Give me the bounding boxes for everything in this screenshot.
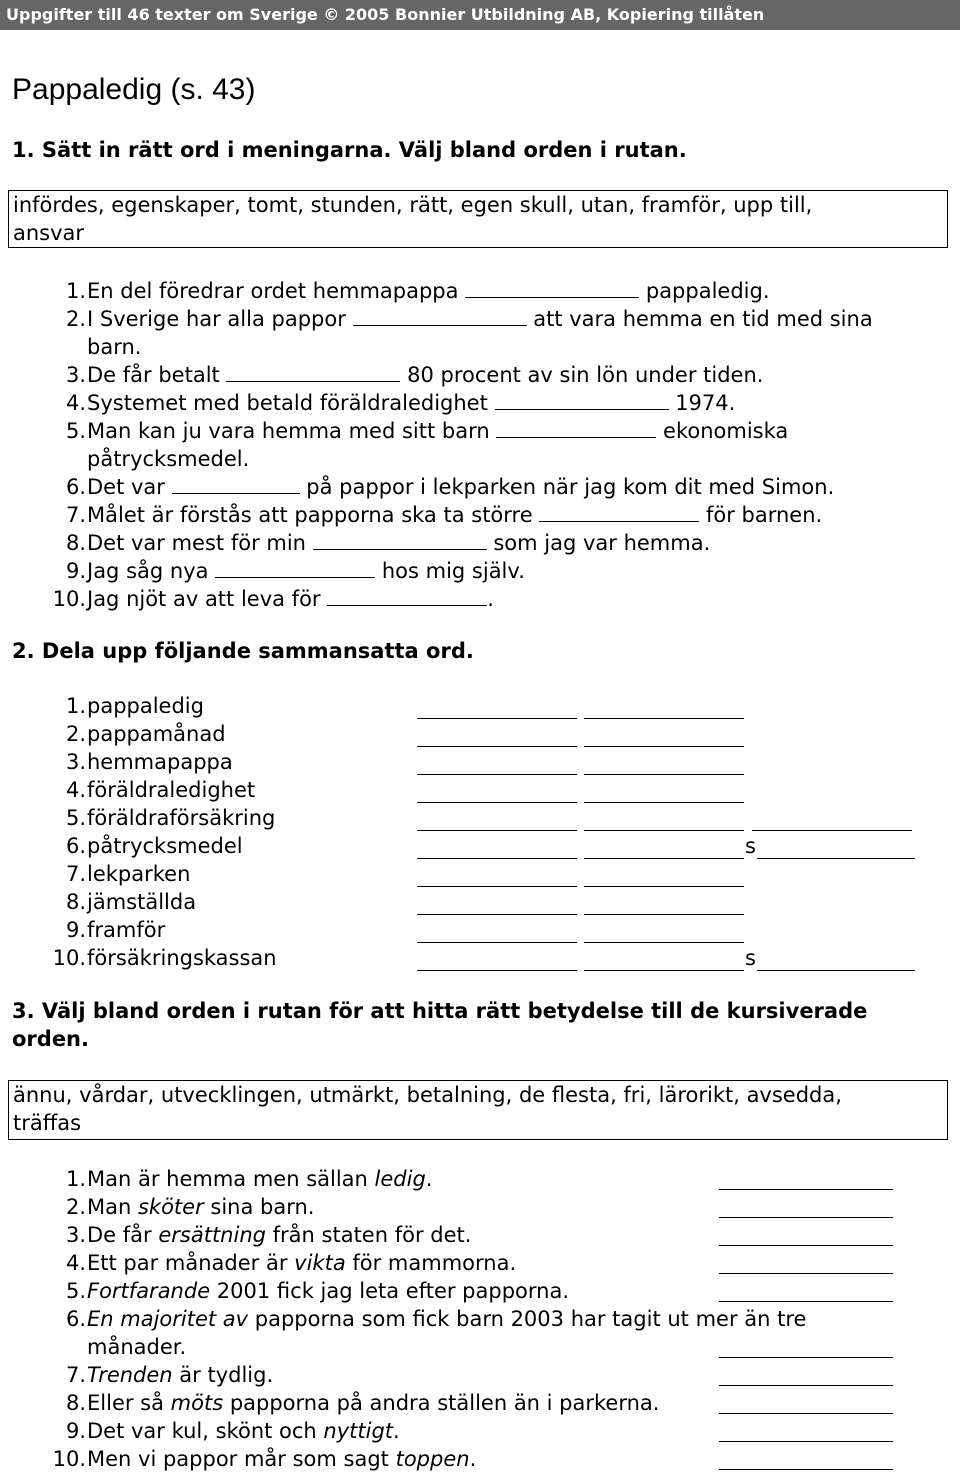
compound-word: lekparken (87, 862, 191, 886)
list-item (12, 277, 952, 305)
item-number: 2. (65, 722, 86, 746)
answer-blank[interactable] (417, 950, 577, 971)
exercise-1-list (12, 277, 952, 613)
item-number: 7. (65, 862, 86, 886)
answer-blank[interactable] (584, 810, 744, 831)
exercise-3-list (12, 1165, 952, 1473)
heading-line: orden. (12, 1027, 89, 1051)
sentence-text: papporna som fick barn 2003 har tagit ut mer än tre (248, 1307, 807, 1331)
list-item (12, 916, 952, 944)
item-number: 4. (65, 391, 86, 415)
list-item (12, 361, 952, 389)
italic-word: ersättning (158, 1223, 266, 1247)
sentence-text: De får (87, 1223, 159, 1247)
sentence-text: är tydlig. (172, 1363, 274, 1387)
item-number: 1. (65, 694, 86, 718)
sentence-text: Man (87, 1195, 138, 1219)
sentence-text: Ett par månader är (87, 1251, 295, 1275)
list-item (12, 1193, 952, 1221)
answer-blank[interactable] (584, 754, 744, 775)
compound-word: pappamånad (87, 722, 226, 746)
compound-word: jämställda (87, 890, 197, 914)
sentence-text: hos mig själv. (375, 559, 525, 583)
list-item (12, 832, 952, 860)
answer-blank[interactable] (496, 417, 656, 438)
answer-blank[interactable] (719, 1421, 893, 1442)
item-number: 10. (52, 587, 86, 611)
answer-blank[interactable] (719, 1169, 893, 1190)
item-number: 8. (65, 890, 86, 914)
list-item (12, 748, 952, 776)
sentence-text: De får betalt (87, 363, 227, 387)
linking-letter: s (745, 946, 756, 970)
answer-blank[interactable] (719, 1253, 893, 1274)
list-item (12, 417, 952, 445)
list-item (12, 888, 952, 916)
answer-blank[interactable] (719, 1393, 893, 1414)
compound-word: föräldraledighet (87, 778, 256, 802)
list-item (12, 804, 952, 832)
list-item (12, 1389, 952, 1417)
item-number: 8. (65, 531, 86, 555)
answer-blank[interactable] (719, 1337, 893, 1358)
list-item (12, 1445, 952, 1473)
item-number: 2. (65, 1195, 86, 1219)
compound-word: påtrycksmedel (87, 834, 243, 858)
list-item (12, 1165, 952, 1193)
answer-blank[interactable] (353, 305, 527, 326)
sentence-text: för barnen. (699, 503, 823, 527)
answer-blank[interactable] (465, 277, 639, 298)
answer-blank[interactable] (226, 361, 400, 382)
compound-word: pappaledig (87, 694, 204, 718)
compound-word: framför (87, 918, 166, 942)
sentence-text: Eller så (87, 1391, 171, 1415)
answer-blank[interactable] (417, 838, 577, 859)
item-number: 8. (65, 1391, 86, 1415)
exercise-3-word-box (8, 1080, 948, 1140)
answer-blank[interactable] (584, 698, 744, 719)
answer-blank[interactable] (719, 1281, 893, 1302)
sentence-text: Men vi pappor mår som sagt (87, 1447, 396, 1471)
sentence-text: . (469, 1447, 477, 1471)
item-number: 10. (52, 1447, 86, 1471)
list-item (12, 1221, 952, 1249)
sentence-text: på pappor i lekparken när jag kom dit med Simon. (299, 475, 835, 499)
answer-blank[interactable] (584, 866, 744, 887)
italic-word: sköter (137, 1195, 204, 1219)
answer-blank[interactable] (417, 866, 577, 887)
sentence-text: En del föredrar ordet hemmapappa (87, 279, 466, 303)
sentence-text: sina barn. (203, 1195, 315, 1219)
italic-word: Fortfarande (87, 1279, 211, 1303)
sentence-text: från staten för det. (265, 1223, 472, 1247)
item-number: 6. (65, 834, 86, 858)
italic-word: ledig (374, 1167, 426, 1191)
word-box-line: ansvar (13, 221, 85, 245)
sentence-text: pappaledig. (639, 279, 770, 303)
list-item-continuation (12, 445, 952, 473)
answer-blank[interactable] (752, 810, 912, 831)
answer-blank[interactable] (719, 1365, 893, 1386)
exercise-1-heading: 1. Sätt in rätt ord i meningarna. Välj bland orden i rutan. (12, 138, 687, 162)
item-number: 9. (65, 559, 86, 583)
answer-blank[interactable] (584, 782, 744, 803)
answer-blank[interactable] (757, 950, 915, 971)
list-item (12, 473, 952, 501)
sentence-text: . (425, 1167, 433, 1191)
item-number: 5. (65, 419, 86, 443)
list-item (12, 305, 952, 333)
sentence-text: Man kan ju vara hemma med sitt barn (87, 419, 497, 443)
sentence-text: 1974. (668, 391, 736, 415)
answer-blank[interactable] (215, 557, 375, 578)
answer-blank[interactable] (417, 782, 577, 803)
italic-word: möts (170, 1391, 224, 1415)
answer-blank[interactable] (417, 810, 577, 831)
sentence-text: Det var kul, skönt och (87, 1419, 324, 1443)
list-item-continuation (12, 333, 952, 361)
list-item (12, 501, 952, 529)
sentence-text: Målet är förstås att papporna ska ta större (87, 503, 540, 527)
list-item (12, 944, 952, 972)
answer-blank[interactable] (417, 894, 577, 915)
list-item (12, 1305, 952, 1333)
sentence-text: månader. (87, 1335, 187, 1359)
answer-blank[interactable] (584, 922, 744, 943)
item-number: 6. (65, 1307, 86, 1331)
answer-blank[interactable] (417, 726, 577, 747)
item-number: 1. (65, 1167, 86, 1191)
answer-blank[interactable] (495, 389, 669, 410)
sentence-text: I Sverige har alla pappor (87, 307, 353, 331)
list-item (12, 692, 952, 720)
italic-word: toppen (395, 1447, 470, 1471)
sentence-text: 2001 fick jag leta efter papporna. (210, 1279, 570, 1303)
answer-blank[interactable] (719, 1197, 893, 1218)
italic-word: nyttigt (323, 1419, 394, 1443)
exercise-2-heading: 2. Dela upp följande sammansatta ord. (12, 639, 474, 663)
exercise-3-heading (12, 997, 867, 1053)
answer-blank[interactable] (757, 838, 915, 859)
list-item (12, 585, 952, 613)
answer-blank[interactable] (584, 726, 744, 747)
compound-word: försäkringskassan (87, 946, 277, 970)
list-item (12, 776, 952, 804)
italic-word: Trenden (87, 1363, 173, 1387)
sentence-text: . (393, 1419, 400, 1443)
answer-blank[interactable] (719, 1449, 893, 1470)
item-number: 9. (65, 1419, 86, 1443)
answer-blank[interactable] (417, 754, 577, 775)
exercise-1-word-box (8, 190, 948, 248)
item-number: 1. (65, 279, 86, 303)
list-item (12, 720, 952, 748)
exercise-2-list (12, 692, 952, 972)
item-number: 7. (65, 1363, 86, 1387)
sentence-text: barn. (87, 335, 142, 359)
answer-blank[interactable] (417, 698, 577, 719)
sentence-text: Man är hemma men sällan (87, 1167, 375, 1191)
item-number: 7. (65, 503, 86, 527)
item-number: 6. (65, 475, 86, 499)
sentence-text: . (487, 587, 494, 611)
italic-word: vikta (294, 1251, 346, 1275)
sentence-text: Det var (87, 475, 172, 499)
list-item (12, 1249, 952, 1277)
list-item (12, 389, 952, 417)
item-number: 9. (65, 918, 86, 942)
answer-blank[interactable] (172, 473, 300, 494)
item-number: 2. (65, 307, 86, 331)
sentence-text: för mammorna. (345, 1251, 517, 1275)
copyright-header: Uppgifter till 46 texter om Sverige © 2005 Bonnier Utbildning AB, Kopiering tillåten (0, 0, 960, 30)
answer-blank[interactable] (417, 922, 577, 943)
italic-word: En majoritet av (87, 1307, 249, 1331)
list-item (12, 1361, 952, 1389)
sentence-text: att vara hemma en tid med sina (526, 307, 873, 331)
page-title: Pappaledig (s. 43) (12, 73, 256, 106)
item-number: 10. (52, 946, 86, 970)
sentence-text: Systemet med betald föräldraledighet (87, 391, 495, 415)
sentence-text: Jag såg nya (87, 559, 216, 583)
list-item (12, 1277, 952, 1305)
word-box-line: ännu, vårdar, utvecklingen, utmärkt, betalning, de flesta, fri, lärorikt, avsedda, (13, 1083, 842, 1107)
sentence-text: påtrycksmedel. (87, 447, 250, 471)
list-item-continuation (12, 1333, 952, 1361)
answer-blank[interactable] (584, 894, 744, 915)
list-item (12, 1417, 952, 1445)
item-number: 3. (65, 363, 86, 387)
answer-blank[interactable] (584, 950, 744, 971)
list-item (12, 860, 952, 888)
answer-blank[interactable] (539, 501, 699, 522)
answer-blank[interactable] (313, 529, 487, 550)
item-number: 4. (65, 1251, 86, 1275)
list-item (12, 557, 952, 585)
item-number: 3. (65, 1223, 86, 1247)
answer-blank[interactable] (584, 838, 744, 859)
answer-blank[interactable] (327, 585, 487, 606)
linking-letter: s (745, 834, 756, 858)
sentence-text: papporna på andra ställen än i parkerna. (223, 1391, 660, 1415)
heading-line: 3. Välj bland orden i rutan för att hitta rätt betydelse till de kursiverade (12, 999, 868, 1023)
word-box-line: träffas (13, 1111, 82, 1135)
compound-word: hemmapappa (87, 750, 233, 774)
item-number: 5. (65, 1279, 86, 1303)
word-box-line: infördes, egenskaper, tomt, stunden, rätt, egen skull, utan, framför, upp till, (13, 193, 813, 217)
list-item (12, 529, 952, 557)
item-number: 4. (65, 778, 86, 802)
sentence-text: Jag njöt av att leva för (87, 587, 328, 611)
item-number: 3. (65, 750, 86, 774)
sentence-text: som jag var hemma. (486, 531, 711, 555)
sentence-text: ekonomiska (656, 419, 789, 443)
compound-word: föräldraförsäkring (87, 806, 276, 830)
answer-blank[interactable] (719, 1225, 893, 1246)
sentence-text: Det var mest för min (87, 531, 313, 555)
sentence-text: 80 procent av sin lön under tiden. (400, 363, 764, 387)
item-number: 5. (65, 806, 86, 830)
